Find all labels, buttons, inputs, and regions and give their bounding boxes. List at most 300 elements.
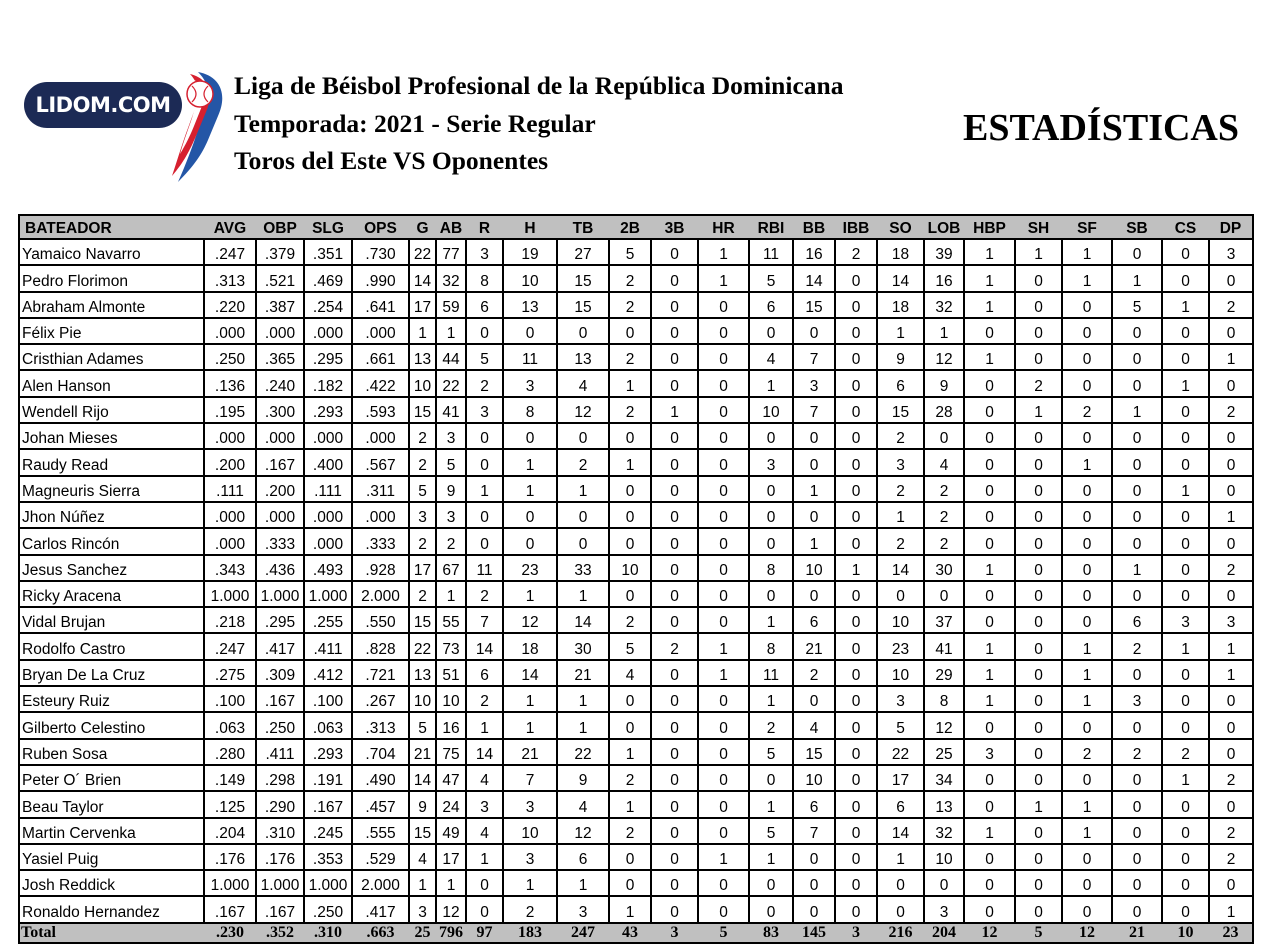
table-row (19, 791, 1253, 817)
stat-cs: 0 (1162, 818, 1209, 844)
stat-rbi: 4 (749, 344, 793, 370)
total-rbi: 83 (749, 923, 793, 943)
stat-h: 12 (503, 607, 557, 633)
column-header-g: G (409, 215, 436, 239)
stat-sb: 5 (1112, 292, 1162, 318)
stat-hbp: 3 (964, 739, 1015, 765)
column-header-cs: CS (1162, 215, 1209, 239)
total-ab: 796 (436, 923, 466, 943)
stat-hbp: 1 (964, 660, 1015, 686)
stat-cs: 2 (1162, 739, 1209, 765)
stat-tb: 1 (557, 581, 609, 607)
stat-sh: 0 (1015, 633, 1062, 659)
stat-sb: 0 (1112, 870, 1162, 896)
stat-3b: 0 (651, 791, 698, 817)
stat-h: 7 (503, 765, 557, 791)
stat-rbi: 5 (749, 265, 793, 291)
stat-so: 1 (877, 502, 924, 528)
stat-h: 1 (503, 712, 557, 738)
stat-hr: 0 (698, 502, 749, 528)
stat-dp: 0 (1209, 581, 1253, 607)
stat-rbi: 10 (749, 397, 793, 423)
stat-cs: 0 (1162, 870, 1209, 896)
stat-h: 0 (503, 318, 557, 344)
stat-so: 10 (877, 607, 924, 633)
stat-cs: 0 (1162, 344, 1209, 370)
stat-ab: 2 (436, 528, 466, 554)
stat-tb: 4 (557, 791, 609, 817)
column-header-lob: LOB (924, 215, 964, 239)
stat-hr: 0 (698, 423, 749, 449)
player-name: Pedro Florimon (19, 265, 204, 291)
stat-tb: 1 (557, 712, 609, 738)
stat-slg: .000 (304, 502, 352, 528)
stat-sf: 0 (1062, 607, 1112, 633)
player-name: Beau Taylor (19, 791, 204, 817)
stat-cs: 0 (1162, 712, 1209, 738)
stat-3b: 0 (651, 870, 698, 896)
stat-h: 0 (503, 528, 557, 554)
stat-g: 10 (409, 686, 436, 712)
stat-g: 3 (409, 502, 436, 528)
stat-hbp: 1 (964, 292, 1015, 318)
stat-avg: .000 (204, 528, 256, 554)
stat-ops: .529 (352, 844, 409, 870)
stat-cs: 0 (1162, 318, 1209, 344)
player-name: Johan Mieses (19, 423, 204, 449)
stat-ops: .550 (352, 607, 409, 633)
stat-avg: .176 (204, 844, 256, 870)
stat-ab: 1 (436, 870, 466, 896)
stat-slg: .167 (304, 791, 352, 817)
stat-avg: .000 (204, 502, 256, 528)
stat-r: 3 (466, 791, 503, 817)
stat-sh: 0 (1015, 292, 1062, 318)
stat-bb: 7 (793, 344, 835, 370)
stat-lob: 2 (924, 528, 964, 554)
stat-sf: 0 (1062, 581, 1112, 607)
stat-cs: 0 (1162, 502, 1209, 528)
stat-tb: 1 (557, 870, 609, 896)
logo-pill (24, 82, 182, 128)
stat-rbi: 0 (749, 528, 793, 554)
table-row (19, 712, 1253, 738)
stat-sb: 0 (1112, 581, 1162, 607)
stat-2b: 2 (609, 607, 651, 633)
stat-tb: 13 (557, 344, 609, 370)
stat-so: 1 (877, 318, 924, 344)
stat-ibb: 0 (835, 581, 877, 607)
stat-sh: 0 (1015, 581, 1062, 607)
stat-ibb: 0 (835, 607, 877, 633)
player-name: Alen Hanson (19, 370, 204, 396)
table-row (19, 239, 1253, 265)
column-header-so: SO (877, 215, 924, 239)
stat-bb: 0 (793, 502, 835, 528)
table-header-row (19, 215, 1253, 239)
stat-r: 0 (466, 528, 503, 554)
stat-ibb: 0 (835, 423, 877, 449)
stat-sh: 0 (1015, 712, 1062, 738)
stat-avg: .111 (204, 476, 256, 502)
stat-3b: 0 (651, 265, 698, 291)
stat-sb: 0 (1112, 502, 1162, 528)
stat-ibb: 0 (835, 476, 877, 502)
stat-ops: .593 (352, 397, 409, 423)
stat-sh: 0 (1015, 528, 1062, 554)
player-name: Vidal Brujan (19, 607, 204, 633)
stat-hr: 0 (698, 712, 749, 738)
stat-g: 2 (409, 528, 436, 554)
stat-hbp: 1 (964, 686, 1015, 712)
stat-tb: 0 (557, 423, 609, 449)
stat-hbp: 0 (964, 791, 1015, 817)
stat-sb: 1 (1112, 265, 1162, 291)
stat-ab: 3 (436, 423, 466, 449)
stat-h: 1 (503, 686, 557, 712)
stat-obp: .365 (256, 344, 304, 370)
stat-avg: .125 (204, 791, 256, 817)
stat-sb: 6 (1112, 607, 1162, 633)
stat-obp: .436 (256, 555, 304, 581)
stat-g: 14 (409, 765, 436, 791)
total-ops: .663 (352, 923, 409, 943)
total-ibb: 3 (835, 923, 877, 943)
stat-r: 0 (466, 423, 503, 449)
table-row (19, 423, 1253, 449)
stat-dp: 0 (1209, 476, 1253, 502)
stat-sh: 0 (1015, 844, 1062, 870)
table-row (19, 660, 1253, 686)
stat-rbi: 3 (749, 449, 793, 475)
stat-lob: 34 (924, 765, 964, 791)
stat-bb: 0 (793, 581, 835, 607)
column-header-h: H (503, 215, 557, 239)
stat-so: 0 (877, 870, 924, 896)
stat-g: 13 (409, 344, 436, 370)
stat-r: 4 (466, 765, 503, 791)
stat-dp: 0 (1209, 370, 1253, 396)
stat-r: 0 (466, 318, 503, 344)
stat-ab: 1 (436, 581, 466, 607)
stat-sf: 0 (1062, 528, 1112, 554)
stat-hr: 0 (698, 818, 749, 844)
stat-2b: 0 (609, 502, 651, 528)
stat-sf: 0 (1062, 765, 1112, 791)
stat-hr: 0 (698, 739, 749, 765)
stat-h: 21 (503, 739, 557, 765)
stat-cs: 0 (1162, 449, 1209, 475)
stat-hbp: 0 (964, 423, 1015, 449)
stat-ibb: 0 (835, 686, 877, 712)
stat-3b: 0 (651, 581, 698, 607)
stat-g: 10 (409, 370, 436, 396)
stat-rbi: 1 (749, 607, 793, 633)
table-row (19, 502, 1253, 528)
stat-3b: 0 (651, 239, 698, 265)
stat-hbp: 0 (964, 712, 1015, 738)
stat-2b: 0 (609, 581, 651, 607)
stat-bb: 0 (793, 870, 835, 896)
stat-slg: .295 (304, 344, 352, 370)
stat-ibb: 0 (835, 896, 877, 922)
stat-rbi: 0 (749, 765, 793, 791)
stat-lob: 13 (924, 791, 964, 817)
table-row (19, 344, 1253, 370)
stat-slg: .469 (304, 265, 352, 291)
stat-hr: 1 (698, 633, 749, 659)
stat-r: 2 (466, 686, 503, 712)
table-row (19, 528, 1253, 554)
stat-avg: .195 (204, 397, 256, 423)
stat-avg: .247 (204, 239, 256, 265)
stat-tb: 2 (557, 449, 609, 475)
stat-avg: .149 (204, 765, 256, 791)
stat-obp: .000 (256, 318, 304, 344)
stat-bb: 0 (793, 423, 835, 449)
stat-tb: 30 (557, 633, 609, 659)
stat-h: 10 (503, 818, 557, 844)
stat-tb: 3 (557, 896, 609, 922)
stat-so: 23 (877, 633, 924, 659)
stat-obp: .000 (256, 423, 304, 449)
stat-h: 3 (503, 844, 557, 870)
stat-r: 4 (466, 818, 503, 844)
stat-ops: .928 (352, 555, 409, 581)
stat-rbi: 0 (749, 318, 793, 344)
stat-dp: 1 (1209, 344, 1253, 370)
stat-lob: 39 (924, 239, 964, 265)
stat-sh: 0 (1015, 476, 1062, 502)
stat-tb: 1 (557, 686, 609, 712)
stat-sh: 0 (1015, 449, 1062, 475)
stat-dp: 2 (1209, 765, 1253, 791)
table-row (19, 765, 1253, 791)
stat-cs: 1 (1162, 765, 1209, 791)
stat-lob: 9 (924, 370, 964, 396)
stat-tb: 21 (557, 660, 609, 686)
stat-hr: 0 (698, 896, 749, 922)
stat-g: 17 (409, 292, 436, 318)
stat-2b: 5 (609, 239, 651, 265)
stat-avg: .250 (204, 344, 256, 370)
stat-so: 1 (877, 844, 924, 870)
stat-2b: 0 (609, 686, 651, 712)
stat-ab: 5 (436, 449, 466, 475)
stat-g: 2 (409, 449, 436, 475)
stat-slg: 1.000 (304, 581, 352, 607)
stat-g: 2 (409, 581, 436, 607)
stat-sb: 0 (1112, 318, 1162, 344)
player-name: Cristhian Adames (19, 344, 204, 370)
stat-hbp: 0 (964, 607, 1015, 633)
total-so: 216 (877, 923, 924, 943)
stat-h: 3 (503, 370, 557, 396)
stat-dp: 2 (1209, 844, 1253, 870)
stat-bb: 1 (793, 528, 835, 554)
stat-obp: .387 (256, 292, 304, 318)
stat-bb: 10 (793, 555, 835, 581)
stat-ibb: 0 (835, 765, 877, 791)
stat-g: 15 (409, 607, 436, 633)
stat-lob: 12 (924, 344, 964, 370)
stat-3b: 0 (651, 844, 698, 870)
stat-dp: 0 (1209, 423, 1253, 449)
stat-sf: 0 (1062, 712, 1112, 738)
stat-hbp: 1 (964, 555, 1015, 581)
stat-g: 22 (409, 239, 436, 265)
column-header-sf: SF (1062, 215, 1112, 239)
stat-3b: 0 (651, 344, 698, 370)
stat-ab: 75 (436, 739, 466, 765)
stat-ops: .990 (352, 265, 409, 291)
stat-r: 0 (466, 449, 503, 475)
stat-bb: 2 (793, 660, 835, 686)
stat-ab: 73 (436, 633, 466, 659)
stat-lob: 25 (924, 739, 964, 765)
stat-sh: 0 (1015, 765, 1062, 791)
stat-sh: 0 (1015, 686, 1062, 712)
stat-cs: 0 (1162, 555, 1209, 581)
table-row (19, 818, 1253, 844)
stat-avg: .280 (204, 739, 256, 765)
stat-hbp: 0 (964, 502, 1015, 528)
column-header-ops: OPS (352, 215, 409, 239)
stat-tb: 15 (557, 265, 609, 291)
stat-so: 0 (877, 581, 924, 607)
total-sb: 21 (1112, 923, 1162, 943)
column-header-3b: 3B (651, 215, 698, 239)
stat-h: 2 (503, 896, 557, 922)
stat-hbp: 0 (964, 844, 1015, 870)
stat-sf: 0 (1062, 870, 1112, 896)
stat-r: 2 (466, 370, 503, 396)
stat-hbp: 0 (964, 370, 1015, 396)
stat-slg: .255 (304, 607, 352, 633)
stat-sb: 0 (1112, 344, 1162, 370)
stat-ab: 16 (436, 712, 466, 738)
stat-ops: .422 (352, 370, 409, 396)
stat-r: 1 (466, 844, 503, 870)
stat-ibb: 2 (835, 239, 877, 265)
stat-slg: .191 (304, 765, 352, 791)
stat-dp: 0 (1209, 449, 1253, 475)
stat-h: 3 (503, 791, 557, 817)
stat-slg: .411 (304, 633, 352, 659)
stat-ab: 32 (436, 265, 466, 291)
stat-ops: 2.000 (352, 581, 409, 607)
column-header-bateador: BATEADOR (19, 215, 204, 239)
stat-ibb: 0 (835, 791, 877, 817)
table-row (19, 476, 1253, 502)
player-name: Félix Pie (19, 318, 204, 344)
table-row (19, 739, 1253, 765)
table-row (19, 292, 1253, 318)
stat-ops: .311 (352, 476, 409, 502)
stat-lob: 1 (924, 318, 964, 344)
stat-hr: 0 (698, 449, 749, 475)
stat-r: 5 (466, 344, 503, 370)
stat-tb: 22 (557, 739, 609, 765)
stat-rbi: 0 (749, 896, 793, 922)
stat-sf: 0 (1062, 896, 1112, 922)
column-header-ibb: IBB (835, 215, 877, 239)
stat-sb: 0 (1112, 423, 1162, 449)
stat-hbp: 1 (964, 239, 1015, 265)
stat-sf: 1 (1062, 633, 1112, 659)
stat-ops: .313 (352, 712, 409, 738)
stat-sf: 0 (1062, 423, 1112, 449)
stat-dp: 1 (1209, 660, 1253, 686)
stat-avg: .343 (204, 555, 256, 581)
stat-hr: 0 (698, 581, 749, 607)
stat-slg: .063 (304, 712, 352, 738)
stat-hr: 1 (698, 265, 749, 291)
stat-bb: 0 (793, 318, 835, 344)
stat-h: 18 (503, 633, 557, 659)
stat-ops: .661 (352, 344, 409, 370)
stat-2b: 0 (609, 423, 651, 449)
player-name: Ricky Aracena (19, 581, 204, 607)
stat-ab: 22 (436, 370, 466, 396)
stat-dp: 0 (1209, 870, 1253, 896)
stat-so: 5 (877, 712, 924, 738)
stat-2b: 1 (609, 370, 651, 396)
stat-rbi: 8 (749, 555, 793, 581)
stat-dp: 0 (1209, 318, 1253, 344)
stat-sb: 0 (1112, 528, 1162, 554)
stat-tb: 0 (557, 528, 609, 554)
stat-dp: 0 (1209, 739, 1253, 765)
stat-3b: 1 (651, 397, 698, 423)
stat-sf: 1 (1062, 818, 1112, 844)
stat-ibb: 0 (835, 370, 877, 396)
stat-obp: .300 (256, 397, 304, 423)
stat-ab: 12 (436, 896, 466, 922)
stat-slg: .400 (304, 449, 352, 475)
stat-hr: 1 (698, 660, 749, 686)
stat-sh: 0 (1015, 870, 1062, 896)
total-bb: 145 (793, 923, 835, 943)
stat-slg: .182 (304, 370, 352, 396)
stat-r: 0 (466, 870, 503, 896)
stat-slg: .250 (304, 896, 352, 922)
total-sf: 12 (1062, 923, 1112, 943)
stat-ibb: 0 (835, 318, 877, 344)
stat-sf: 0 (1062, 476, 1112, 502)
stat-3b: 0 (651, 318, 698, 344)
total-3b: 3 (651, 923, 698, 943)
stat-dp: 0 (1209, 528, 1253, 554)
stat-g: 9 (409, 791, 436, 817)
stat-hbp: 1 (964, 633, 1015, 659)
stat-sh: 0 (1015, 818, 1062, 844)
stat-sb: 2 (1112, 633, 1162, 659)
stat-2b: 1 (609, 449, 651, 475)
stat-2b: 2 (609, 765, 651, 791)
stat-bb: 6 (793, 607, 835, 633)
stat-avg: .136 (204, 370, 256, 396)
stat-3b: 0 (651, 896, 698, 922)
stat-g: 2 (409, 423, 436, 449)
stat-hr: 0 (698, 292, 749, 318)
stat-dp: 1 (1209, 633, 1253, 659)
stat-sh: 0 (1015, 265, 1062, 291)
stat-g: 15 (409, 397, 436, 423)
stat-bb: 4 (793, 712, 835, 738)
stat-sb: 0 (1112, 791, 1162, 817)
stat-lob: 32 (924, 818, 964, 844)
